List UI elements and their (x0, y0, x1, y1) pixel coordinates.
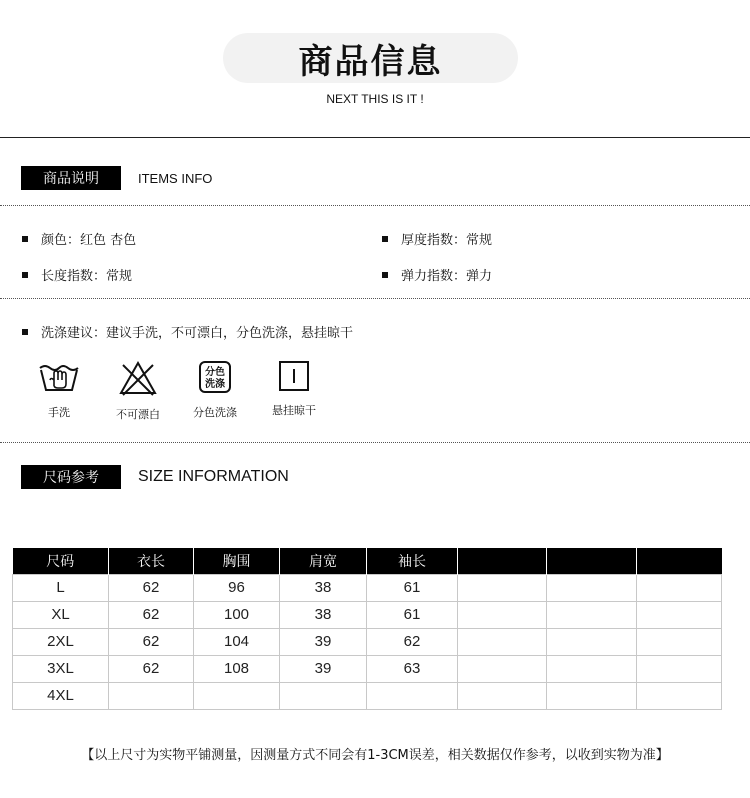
table-cell (637, 574, 722, 601)
table-cell (194, 682, 280, 709)
table-cell (367, 682, 458, 709)
page-title: 商品信息 (298, 41, 443, 82)
table-row (13, 628, 722, 655)
spec-elasticity (382, 265, 492, 284)
separate-wash-icon (198, 360, 232, 394)
table-cell: 96 (194, 574, 280, 601)
items-section-label: 商品说明 (21, 166, 121, 190)
table-cell (547, 655, 637, 682)
care-label: 不可漂白 (116, 408, 160, 421)
table-cell: 61 (367, 601, 458, 628)
table-cell: 62 (109, 655, 194, 682)
spec-length (22, 265, 132, 284)
bullet-square-icon (382, 236, 388, 242)
table-cell (458, 682, 547, 709)
separate-wash-icon-line-1: 分色 (205, 367, 225, 378)
dotted-divider (0, 442, 750, 443)
table-row (13, 601, 722, 628)
header-divider (0, 137, 750, 138)
header-pill (223, 33, 518, 83)
table-cell (280, 682, 367, 709)
care-hand-wash (24, 360, 94, 420)
size-footnote: 【以上尺寸为实物平铺测量，因测量方式不同会有1-3CM误差，相关数据仅作参考，以收到实物为准】 (81, 748, 669, 763)
col-header (458, 548, 547, 574)
table-cell: 61 (367, 574, 458, 601)
size-section-label: 尺码参考 (21, 465, 121, 489)
wash-advice (22, 322, 353, 341)
table-cell (637, 655, 722, 682)
bullet-square-icon (22, 329, 28, 335)
table-cell: 62 (109, 628, 194, 655)
table-row (13, 655, 722, 682)
table-cell: 108 (194, 655, 280, 682)
table-cell (547, 601, 637, 628)
table-cell: 63 (367, 655, 458, 682)
table-cell (637, 628, 722, 655)
bullet-square-icon (382, 272, 388, 278)
bullet-square-icon (22, 272, 28, 278)
hang-dry-icon (278, 360, 310, 392)
dotted-divider (0, 205, 750, 206)
dotted-divider (0, 298, 750, 299)
table-cell: XL (13, 601, 109, 628)
col-header: 袖长 (367, 548, 458, 574)
table-cell: L (13, 574, 109, 601)
table-cell (637, 601, 722, 628)
col-header (637, 548, 722, 574)
table-row (13, 682, 722, 709)
care-label: 悬挂晾干 (272, 404, 316, 417)
separate-wash-icon-line-2: 洗涤 (205, 379, 225, 390)
items-section-label-en: ITEMS INFO (138, 171, 213, 186)
spec-text: 颜色：红色 杏色 (41, 233, 137, 248)
hand-wash-icon (37, 360, 81, 394)
col-header (547, 548, 637, 574)
table-cell: 100 (194, 601, 280, 628)
table-cell: 62 (109, 601, 194, 628)
care-hang-dry (259, 360, 329, 418)
spec-thickness (382, 229, 492, 248)
table-cell: 4XL (13, 682, 109, 709)
table-cell (458, 655, 547, 682)
table-cell (547, 682, 637, 709)
table-cell: 62 (367, 628, 458, 655)
table-cell: 2XL (13, 628, 109, 655)
care-label: 分色洗涤 (193, 406, 237, 419)
bullet-square-icon (22, 236, 28, 242)
table-cell: 39 (280, 628, 367, 655)
size-section-label-en: SIZE INFORMATION (138, 468, 289, 485)
care-label: 手洗 (48, 406, 70, 419)
table-cell (458, 601, 547, 628)
col-header: 肩宽 (280, 548, 367, 574)
table-row (13, 574, 722, 601)
spec-text: 厚度指数：常规 (401, 233, 493, 248)
no-bleach-icon (118, 360, 158, 396)
table-cell (458, 628, 547, 655)
care-separate-wash (180, 360, 250, 420)
page-subtitle: NEXT THIS IS IT ! (326, 92, 424, 106)
table-cell (109, 682, 194, 709)
table-cell: 104 (194, 628, 280, 655)
care-no-bleach (103, 360, 173, 422)
table-cell: 39 (280, 655, 367, 682)
spec-text: 长度指数：常规 (41, 269, 133, 284)
col-header: 尺码 (13, 548, 109, 574)
table-cell (458, 574, 547, 601)
size-table (12, 548, 722, 710)
table-cell: 62 (109, 574, 194, 601)
col-header: 胸围 (194, 548, 280, 574)
col-header: 衣长 (109, 548, 194, 574)
spec-text: 弹力指数：弹力 (401, 269, 493, 284)
table-cell (547, 574, 637, 601)
wash-advice-text: 洗涤建议：建议手洗，不可漂白，分色洗涤，悬挂晾干 (41, 326, 354, 341)
table-cell (637, 682, 722, 709)
table-cell: 38 (280, 574, 367, 601)
table-header-row (13, 548, 722, 574)
table-cell (547, 628, 637, 655)
table-cell: 38 (280, 601, 367, 628)
table-cell: 3XL (13, 655, 109, 682)
spec-color (22, 229, 136, 248)
